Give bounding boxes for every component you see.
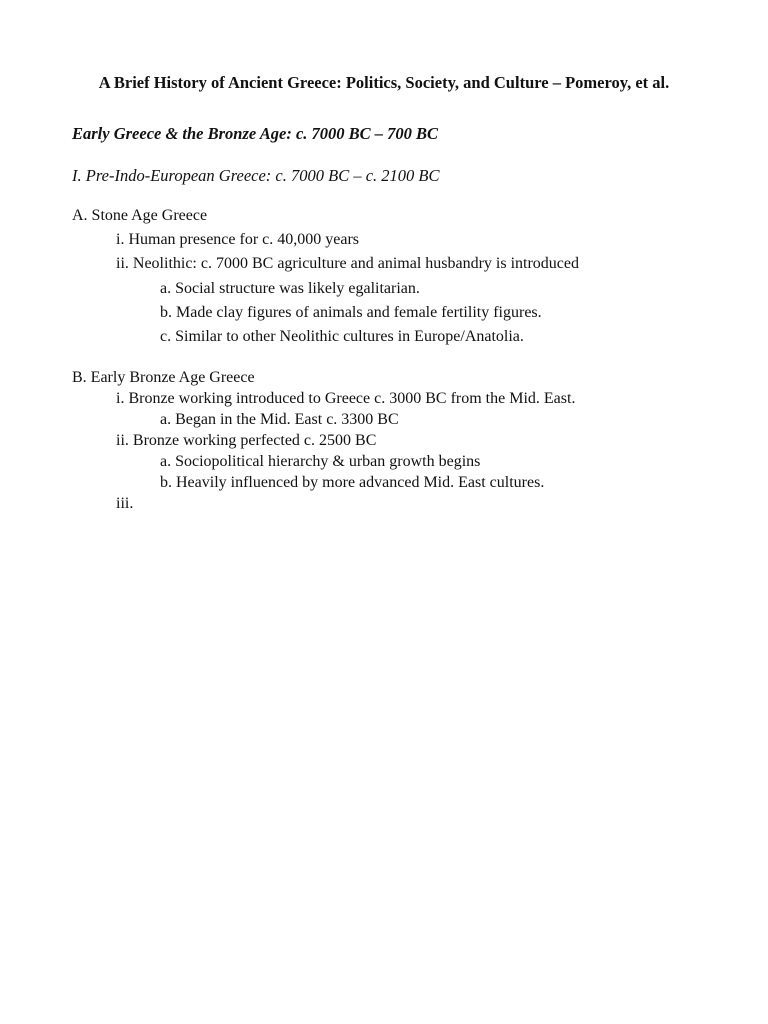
outline-item-a-i: i. Human presence for c. 40,000 years bbox=[116, 231, 360, 248]
outline-item-a-ii: ii. Neolithic: c. 7000 BC agriculture and animal husbandry is introduced bbox=[116, 255, 580, 272]
outline-item-a-ii-b: b. Made clay figures of animals and female fertility figures. bbox=[160, 304, 542, 321]
outline-item-b-i-a: a. Began in the Mid. East c. 3300 BC bbox=[160, 411, 399, 428]
outline-item-b-ii-b: b. Heavily influenced by more advanced Mid. East cultures. bbox=[160, 474, 545, 491]
outline-item-b-iii: iii. bbox=[116, 495, 134, 512]
outline-item-b-ii: ii. Bronze working perfected c. 2500 BC bbox=[116, 432, 377, 449]
subsection-heading: I. Pre-Indo-European Greece: c. 7000 BC – c. 2100 BC bbox=[72, 166, 440, 185]
document-title: A Brief History of Ancient Greece: Politics, Society, and Culture – Pomeroy, et al. bbox=[98, 73, 670, 92]
outline-item-a-ii-a: a. Social structure was likely egalitarian. bbox=[160, 280, 420, 297]
outline-heading-b: B. Early Bronze Age Greece bbox=[72, 369, 255, 386]
section-heading: Early Greece & the Bronze Age: c. 7000 BC – 700 BC bbox=[72, 124, 439, 143]
outline-item-a-ii-c: c. Similar to other Neolithic cultures in Europe/Anatolia. bbox=[160, 328, 524, 345]
outline-heading-a: A. Stone Age Greece bbox=[72, 207, 208, 224]
outline-item-b-i: i. Bronze working introduced to Greece c. 3000 BC from the Mid. East. bbox=[116, 390, 576, 407]
outline-item-b-ii-a: a. Sociopolitical hierarchy & urban growth begins bbox=[160, 453, 481, 470]
